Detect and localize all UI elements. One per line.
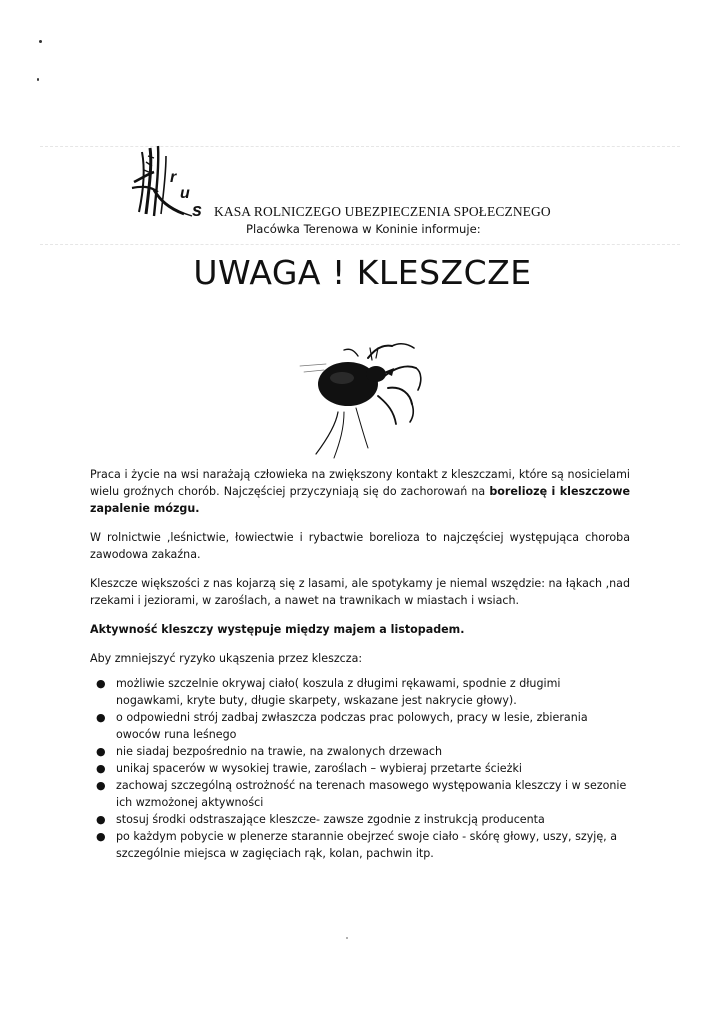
list-item: ● nie siadaj bezpośrednio na trawie, na zwalonych drzewach (96, 745, 443, 758)
bullet-icon: ● (96, 677, 106, 690)
occupational-disease-paragraph: W rolnictwie ,leśnictwie, łowiectwie i rybactwie borelioza to najczęściej występująca choroba zawodowa zakaźna. (90, 531, 630, 561)
scan-speck (346, 937, 348, 939)
document-body (90, 466, 630, 862)
intro-paragraph (90, 466, 630, 517)
organization-subtitle: Placówka Terenowa w Koninie informuje: (246, 222, 481, 236)
bullet-icon: ● (96, 813, 106, 826)
habitat-paragraph: Kleszcze większości z nas kojarzą się z lasami, ale spotykamy je niemal wszędzie: na łąkach ,nad rzekami i jeziorami, w zaroślach, a nawet na trawnikach w miastach i wsiach. (90, 577, 630, 607)
tick-icon (298, 338, 440, 462)
list-item: ● unikaj spacerów w wysokiej trawie, zaroślach – wybieraj przetarte ścieżki (96, 762, 522, 775)
bullet-icon: ● (96, 779, 106, 792)
svg-text:r: r (170, 169, 177, 186)
list-item: ● o odpowiedni strój zadbaj zwłaszcza podczas prac polowych, pracy w lesie, zbierania owoców runa leśnego (96, 711, 588, 741)
disease-names: boreliozę i kleszczowe zapalenie mózgu. (90, 485, 630, 515)
krus-logo (128, 142, 214, 222)
activity-season-paragraph: Aktywność kleszczy występuje między majem a listopadem. (90, 623, 465, 636)
svg-text:u: u (180, 185, 190, 202)
list-item: ● możliwie szczelnie okrywaj ciało( koszula z długimi rękawami, spodnie z długimi nogawkami, kryte buty, długie skarpety, wskazane jest nakrycie głowy). (96, 677, 561, 707)
svg-text:s: s (192, 200, 203, 220)
bullet-icon: ● (96, 711, 106, 724)
intro-text: Praca i życie na wsi narażają człowieka na zwiększony kontakt z kleszczami, które są nosicielami wielu groźnych chorób. Najczęściej przyczyniają się do zachorowań na (90, 468, 630, 498)
list-item: ● zachowaj szczególną ostrożność na terenach masowego występowania kleszczy i w sezonie ich wzmożonej aktywności (96, 779, 627, 809)
bullet-icon: ● (96, 745, 106, 758)
prevention-tips-list (90, 675, 630, 862)
list-item: ● po każdym pobycie w plenerze starannie obejrzeć swoje ciało - skórę głowy, uszy, szyję, a szczególnie miejsca w zagięciach rąk, kolan, pachwin itp. (96, 830, 618, 860)
organization-name: KASA ROLNICZEGO UBEZPIECZENIA SPOŁECZNEGO (214, 204, 551, 219)
prevention-intro: Aby zmniejszyć ryzyko ukąszenia przez kleszcza: (90, 652, 363, 665)
scan-speck (39, 40, 42, 43)
scan-speck (37, 78, 39, 81)
page-title: UWAGA ! KLESZCZE (193, 253, 532, 292)
bullet-icon: ● (96, 762, 106, 775)
list-item: ● stosuj środki odstraszające kleszcze- zawsze zgodnie z instrukcją producenta (96, 813, 545, 826)
bullet-icon: ● (96, 830, 106, 843)
scan-artifact-line (40, 244, 680, 245)
